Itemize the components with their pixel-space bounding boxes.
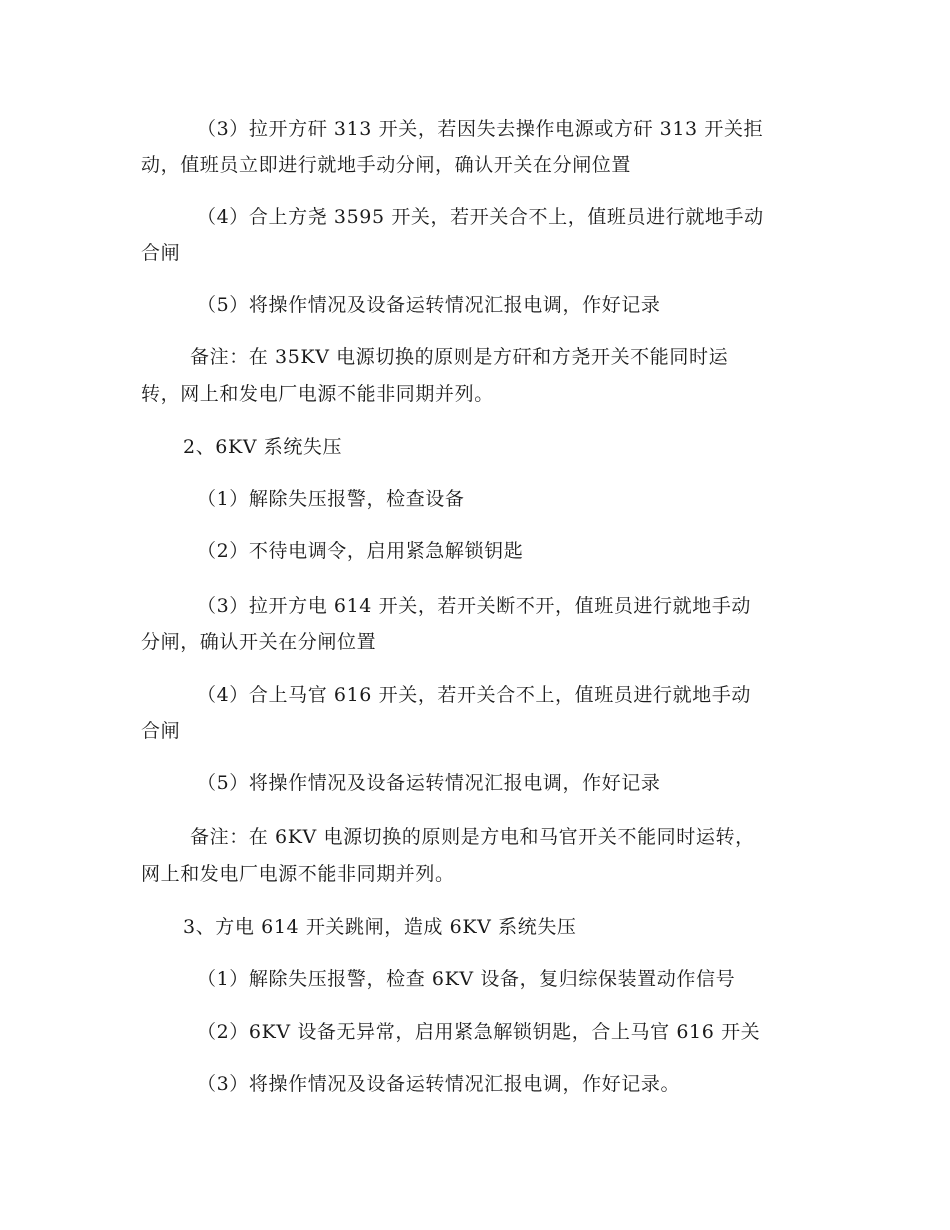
section-heading: 3、方电 614 开关跳闸，造成 6KV 系统失压 [183, 916, 577, 938]
text-line: 合闸 [141, 242, 181, 264]
text-line: （1）解除失压报警，检查设备 [197, 488, 465, 510]
text-line: （4）合上马官 616 开关，若开关合不上，值班员进行就地手动 [197, 684, 752, 706]
text-line: （3）拉开方矸 313 开关，若因失去操作电源或方矸 313 开关拒 [197, 118, 764, 140]
text-line: （2）不待电调令，启用紧急解锁钥匙 [197, 540, 524, 562]
text-line: （3）拉开方电 614 开关，若开关断不开，值班员进行就地手动 [197, 595, 752, 617]
text-line: （3）将操作情况及设备运转情况汇报电调，作好记录。 [197, 1073, 681, 1095]
text-line: 备注：在 6KV 电源切换的原则是方电和马官开关不能同时运转， [190, 826, 755, 848]
text-line: （4）合上方尧 3595 开关，若开关合不上，值班员进行就地手动 [197, 206, 764, 228]
text-line: （1）解除失压报警，检查 6KV 设备，复归综保装置动作信号 [197, 968, 736, 990]
section-heading: 2、6KV 系统失压 [183, 436, 343, 458]
text-line: （5）将操作情况及设备运转情况汇报电调，作好记录 [197, 772, 661, 794]
text-line: 备注：在 35KV 电源切换的原则是方矸和方尧开关不能同时运 [190, 346, 729, 368]
text-line: 分闸，确认开关在分闸位置 [141, 631, 377, 653]
text-line: 转，网上和发电厂电源不能非同期并列。 [141, 383, 494, 405]
text-line: （2）6KV 设备无异常，启用紧急解锁钥匙，合上马官 616 开关 [197, 1021, 761, 1043]
text-line: 合闸 [141, 720, 181, 742]
text-line: 网上和发电厂电源不能非同期并列。 [141, 863, 455, 885]
text-line: 动，值班员立即进行就地手动分闸，确认开关在分闸位置 [141, 154, 632, 176]
text-line: （5）将操作情况及设备运转情况汇报电调，作好记录 [197, 294, 661, 316]
